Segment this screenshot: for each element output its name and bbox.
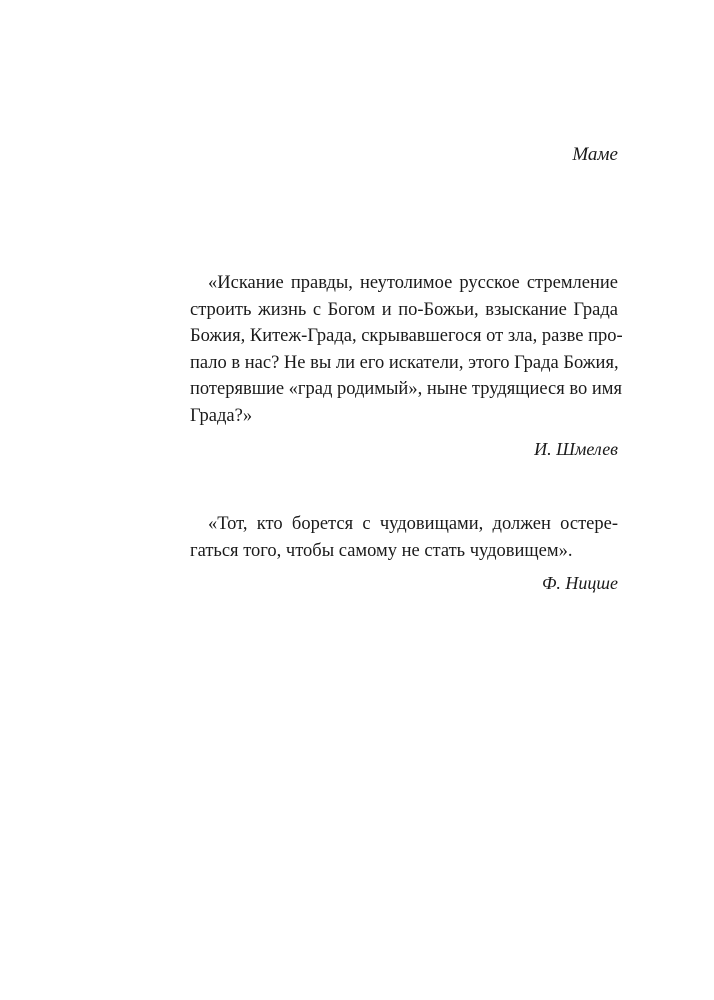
quote-line: Града?» — [190, 405, 253, 426]
quote-line: потерявшие «град родимый», ныне трудящиеся во имя — [190, 379, 622, 400]
dedication: Маме — [572, 144, 618, 165]
quote-line: строить жизнь с Богом и по-Божьи, взыскание Града — [190, 299, 618, 320]
quote-line: гаться того, чтобы самому не стать чудовищем». — [190, 540, 573, 561]
quote-line: «Тот, кто борется с чудовищами, должен остере- — [208, 514, 618, 534]
epigraph-author: Ф. Ницше — [541, 573, 618, 594]
epigraph-nietzsche — [190, 511, 618, 595]
epigraph-author: И. Шмелев — [534, 438, 618, 459]
quote-line: Божия, Китеж-Града, скрывавшегося от зла, разве про- — [190, 326, 623, 347]
epigraph-quote — [190, 270, 623, 430]
quote-line: «Искание правды, неутолимое русское стремление — [208, 273, 618, 293]
epigraph-quote — [190, 511, 618, 564]
quote-line: пало в нас? Не вы ли его искатели, этого Града Божия, — [190, 352, 619, 373]
epigraph-shmelev — [190, 270, 623, 461]
